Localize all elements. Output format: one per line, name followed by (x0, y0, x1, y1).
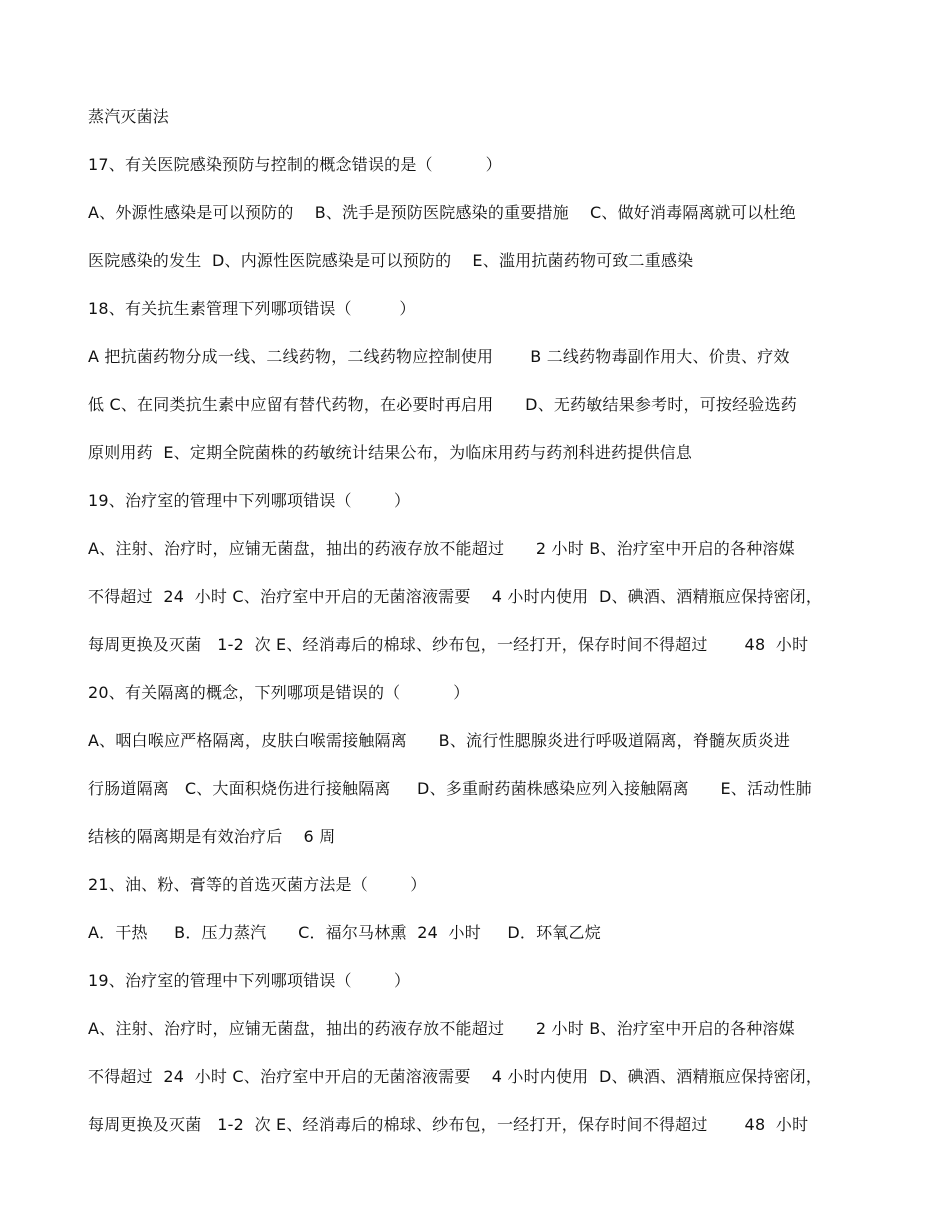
question-17-options-line-1: A、外源性感染是可以预防的 B、洗手是预防医院感染的重要措施 C、做好消毒隔离就可以杜绝 (88, 203, 796, 222)
question-19-options-line-1: A、注射、治疗时，应铺无菌盘，抽出的药液存放不能超过 2 小时 B、治疗室中开启的各种溶媒 (88, 539, 795, 558)
question-19-repeat-options-line-2: 不得超过 24 小时 C、治疗室中开启的无菌溶液需要 4 小时内使用 D、碘酒、酒精瓶应保持密闭， (88, 1067, 823, 1086)
question-19: 19、治疗室的管理中下列哪项错误（ ） (88, 491, 411, 510)
question-20-options-line-1: A、咽白喉应严格隔离，皮肤白喉需接触隔离 B、流行性腮腺炎进行呼吸道隔离，脊髓灰质炎进 (88, 731, 791, 750)
question-18-options-line-2: 低 C、在同类抗生素中应留有替代药物，在必要时再启用 D、无药敏结果参考时，可按经验选药 (88, 395, 797, 414)
question-19-options-line-3: 每周更换及灭菌 1-2 次 E、经消毒后的棉球、纱布包，一经打开，保存时间不得超过 48 小时 (88, 635, 809, 654)
question-18-options-line-1: A 把抗菌药物分成一线、二线药物，二线药物应控制使用 B 二线药物毒副作用大、价贵、疗效 (88, 347, 790, 366)
question-19-options-line-2: 不得超过 24 小时 C、治疗室中开启的无菌溶液需要 4 小时内使用 D、碘酒、酒精瓶应保持密闭， (88, 587, 823, 606)
question-19-repeat-options-line-3: 每周更换及灭菌 1-2 次 E、经消毒后的棉球、纱布包，一经打开，保存时间不得超过 48 小时 (88, 1115, 809, 1134)
question-18-options-line-3: 原则用药 E、定期全院菌株的药敏统计结果公布，为临床用药与药剂科进药提供信息 (88, 443, 693, 462)
question-19-repeat-options-line-1: A、注射、治疗时，应铺无菌盘，抽出的药液存放不能超过 2 小时 B、治疗室中开启的各种溶媒 (88, 1019, 795, 1038)
question-21: 21、油、粉、膏等的首选灭菌方法是（ ） (88, 875, 427, 894)
question-19-repeat: 19、治疗室的管理中下列哪项错误（ ） (88, 971, 411, 990)
question-17-options-line-2: 医院感染的发生 D、内源性医院感染是可以预防的 E、滥用抗菌药物可致二重感染 (88, 251, 694, 270)
question-18: 18、有关抗生素管理下列哪项错误（ ） (88, 299, 416, 318)
question-20: 20、有关隔离的概念，下列哪项是错误的（ ） (88, 683, 470, 702)
question-21-options: A．干热 B．压力蒸汽 C．福尔马林熏 24 小时 D．环氧乙烷 (88, 923, 601, 942)
text-line-intro: 蒸汽灭菌法 (88, 107, 170, 126)
question-17: 17、有关医院感染预防与控制的概念错误的是（ ） (88, 155, 502, 174)
question-20-options-line-3: 结核的隔离期是有效治疗后 6 周 (88, 827, 336, 846)
question-20-options-line-2: 行肠道隔离 C、大面积烧伤进行接触隔离 D、多重耐药菌株感染应列入接触隔离 E、活动性肺 (88, 779, 812, 798)
